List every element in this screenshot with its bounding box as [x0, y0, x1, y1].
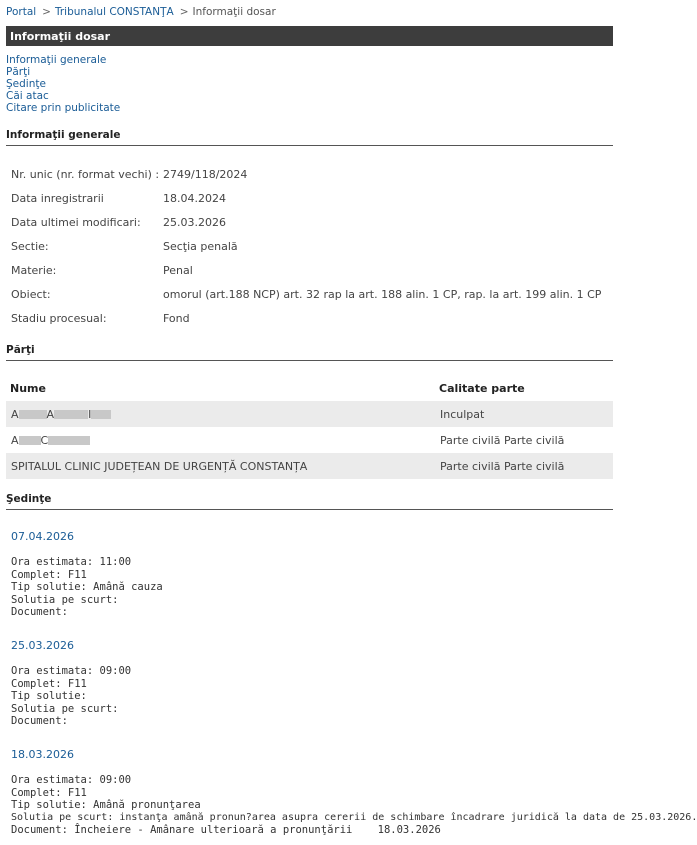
- info-value: 2749/118/2024: [163, 167, 248, 181]
- info-row: [6, 282, 613, 306]
- party-role: Parte civilă Parte civilă: [435, 453, 613, 479]
- party-name: SPITALUL CLINIC JUDEȚEAN DE URGENȚĂ CONSTANȚA: [6, 453, 435, 479]
- table-header-row: [6, 375, 613, 401]
- party-role: Inculpat: [435, 401, 613, 427]
- hearing-details: Ora estimata: 09:00 Complet: F11 Tip solutie: Solutia pe scurt: Document:: [11, 664, 132, 728]
- nav-link-citare[interactable]: Citare prin publicitate: [6, 102, 121, 114]
- info-row: [6, 162, 613, 186]
- info-label: Data inregistrarii: [11, 191, 104, 205]
- info-row: [6, 234, 613, 258]
- info-value: Fond: [163, 311, 190, 325]
- info-value: 25.03.2026: [163, 215, 226, 229]
- info-row: [6, 258, 613, 282]
- info-label: Data ultimei modificari:: [11, 215, 141, 229]
- info-value: Secţia penală: [163, 239, 238, 253]
- breadcrumb-current: Informaţii dosar: [192, 6, 276, 18]
- parti-table: [6, 375, 613, 479]
- breadcrumb: [6, 0, 613, 24]
- nav-link-informatii-generale[interactable]: Informaţii generale: [6, 54, 107, 66]
- info-value: 18.04.2024: [163, 191, 226, 205]
- hearing-item: [6, 530, 613, 619]
- hearing-date: 25.03.2026: [11, 638, 74, 652]
- info-row: [6, 186, 613, 210]
- info-label: Obiect:: [11, 287, 51, 301]
- nav-link-cai-atac[interactable]: Căi atac: [6, 90, 49, 102]
- info-label: Sectie:: [11, 239, 49, 253]
- breadcrumb-separator: >: [42, 6, 51, 18]
- general-info: [6, 162, 613, 330]
- info-value: Penal: [163, 263, 193, 277]
- column-header-calitate: Calitate parte: [439, 381, 525, 395]
- section-nav: [6, 54, 613, 114]
- column-header-nume: Nume: [10, 381, 46, 395]
- info-label: Stadiu procesual:: [11, 311, 107, 325]
- page-title: Informaţii dosar: [6, 26, 613, 46]
- info-label: Nr. unic (nr. format vechi) :: [11, 167, 160, 181]
- nav-link-sedinte[interactable]: Şedinţe: [6, 78, 46, 90]
- table-row: [6, 401, 613, 427]
- hearing-item: [6, 747, 697, 837]
- redacted-block: [19, 436, 41, 445]
- hearing-date: 18.03.2026: [11, 747, 74, 761]
- info-row: [6, 210, 613, 234]
- table-row: [6, 453, 613, 479]
- party-role: Parte civilă Parte civilă: [440, 433, 565, 447]
- hearing-date: 07.04.2026: [11, 530, 74, 543]
- hearing-details: Ora estimata: 11:00 Complet: F11 Tip solutie: Amână cauza Solutia pe scurt: Document:: [11, 556, 163, 619]
- hearing-details: Ora estimata: 09:00 Complet: F11 Tip solutie: Amână pronunţarea Solutia pe scurt: instanţa amână pronun?area asupra cererii de schimbare încadrare juridică la data de 25.03.2026. Document: Încheiere - Amânare ulterioară a pronunţării 18.03.2026: [11, 773, 697, 837]
- nav-link-parti[interactable]: Părţi: [6, 66, 31, 78]
- redacted-block: [54, 410, 88, 419]
- party-name: A A I: [6, 401, 435, 427]
- section-heading-sedinte: Şedinţe: [6, 493, 613, 510]
- info-label: Materie:: [11, 263, 57, 277]
- hearing-item: [6, 639, 613, 728]
- redacted-block: [91, 410, 111, 419]
- table-row: [6, 427, 613, 453]
- breadcrumb-separator: >: [179, 6, 189, 18]
- breadcrumb-court-link[interactable]: Tribunalul CONSTANŢA: [54, 6, 174, 18]
- section-heading-parti: Părţi: [6, 344, 613, 361]
- party-name: A C: [6, 427, 435, 453]
- breadcrumb-portal-link[interactable]: Portal: [6, 6, 37, 18]
- info-value: omorul (art.188 NCP) art. 32 rap la art. 188 alin. 1 CP, rap. la art. 199 alin. 1 CP: [163, 287, 602, 301]
- section-heading-general: Informaţii generale: [6, 129, 613, 146]
- redacted-block: [19, 410, 47, 419]
- info-row: [6, 306, 613, 330]
- redacted-block: [48, 436, 90, 445]
